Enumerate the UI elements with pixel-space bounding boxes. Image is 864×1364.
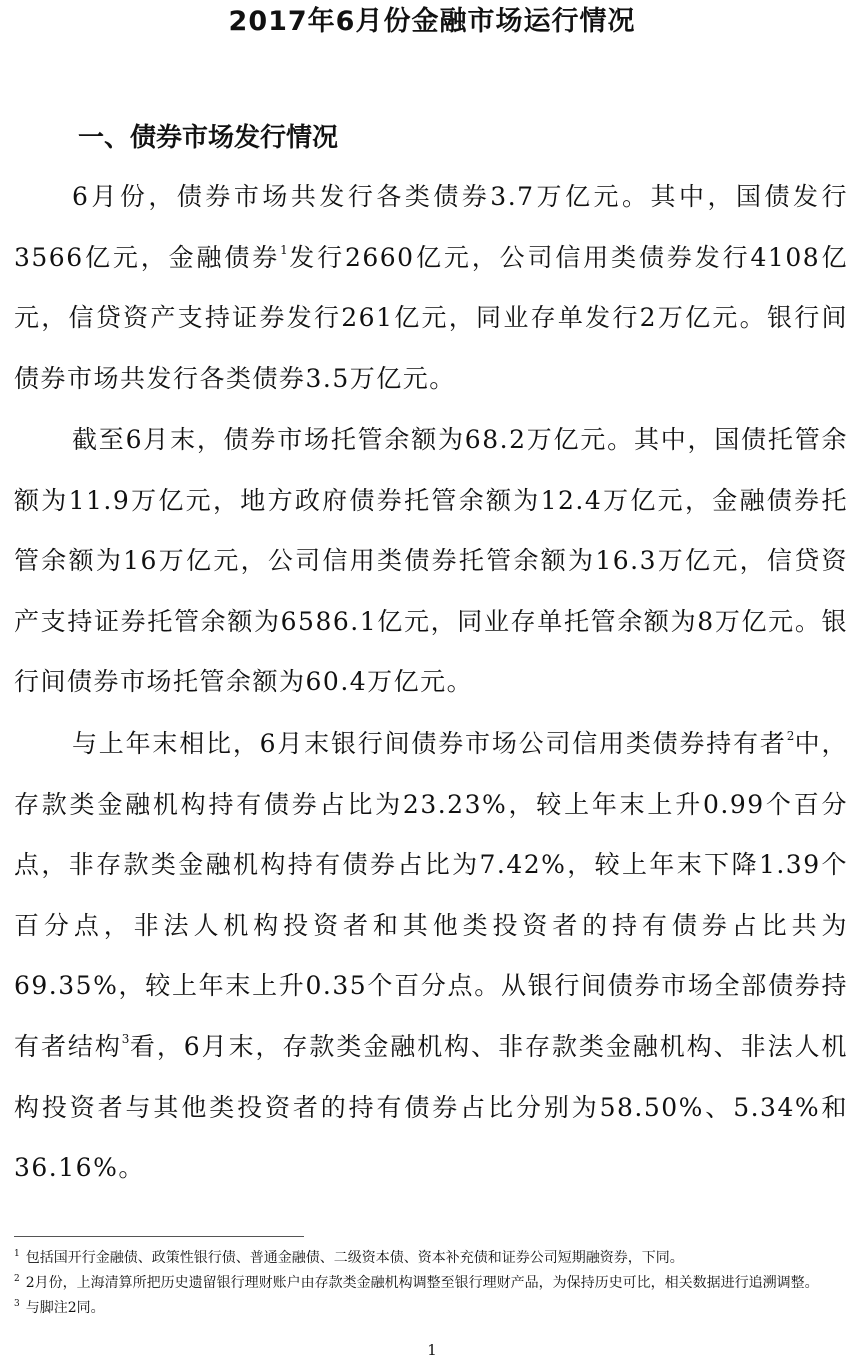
footnotes (14, 1244, 850, 1319)
footnote-ref-3: 3 (121, 1031, 130, 1046)
footnote-text: 包括国开行金融债、政策性银行债、普通金融债、二级资本债、资本补充债和证券公司短期融资券，下同。 (25, 1250, 684, 1266)
footnote-ref-1: 1 (280, 242, 288, 257)
footnote-text: 与脚注2同。 (25, 1300, 105, 1316)
footnote-3 (14, 1294, 850, 1319)
paragraph-bond-issuance (14, 167, 848, 409)
paragraph-bond-holders (14, 714, 848, 1199)
footnote-mark: 1 (14, 1249, 20, 1259)
paragraph-text: 中，存款类金融机构持有债券占比为23.23%，较上年末上升0.99个百分点，非存款类金融机构持有债券占比为7.42%，较上年末下降1.39个百分点，非法人机构投资者和其他类投资者的持有债券占比共为69.35%，较上年末上升0.35个百分点。从银行间债券市场全部债券持有者结构 (14, 729, 848, 1061)
page-title: 2017年6月份金融市场运行情况 (228, 6, 636, 37)
footnote-mark: 2 (14, 1274, 20, 1284)
footnote-1 (14, 1244, 850, 1269)
paragraph-bond-custody (14, 410, 848, 713)
paragraph-text: 6月份，债券市场共发行各类债券3.7万亿元。其中，国债发行3566亿元，金融债券 (14, 182, 848, 272)
paragraph-text: 发行2660亿元，公司信用类债券发行4108亿元，信贷资产支持证券发行261亿元，同业存单发行2万亿元。银行间债券市场共发行各类债券3.5万亿元。 (14, 242, 849, 393)
section-heading: 一、债券市场发行情况 (78, 123, 339, 153)
footnote-mark: 3 (14, 1299, 20, 1309)
paragraph-text: 与上年末相比，6月末银行间债券市场公司信用类债券持有者 (72, 729, 787, 758)
paragraph-text: 看，6月末，存款类金融机构、非存款类金融机构、非法人机构投资者与其他类投资者的持有债券占比分别为58.50%、5.34%和36.16%。 (14, 1031, 848, 1183)
footnote-text: 2月份，上海清算所把历史遗留银行理财账户由存款类金融机构调整至银行理财产品，为保持历史可比，相关数据进行追溯调整。 (25, 1275, 819, 1291)
footnote-ref-2: 2 (786, 729, 795, 743)
page-number: 1 (427, 1341, 437, 1359)
footnote-divider (14, 1236, 304, 1237)
paragraph-text: 截至6月末，债券市场托管余额为68.2万亿元。其中，国债托管余额为11.9万亿元，地方政府债券托管余额为12.4万亿元，金融债券托管余额为16万亿元，公司信用类债券托管余额为16.3万亿元，信贷资产支持证券托管余额为6586.1亿元，同业存单托管余额为8万亿元。银行间债券市场托管余额为60.4万亿元。 (14, 425, 848, 697)
footnote-2 (14, 1269, 850, 1294)
